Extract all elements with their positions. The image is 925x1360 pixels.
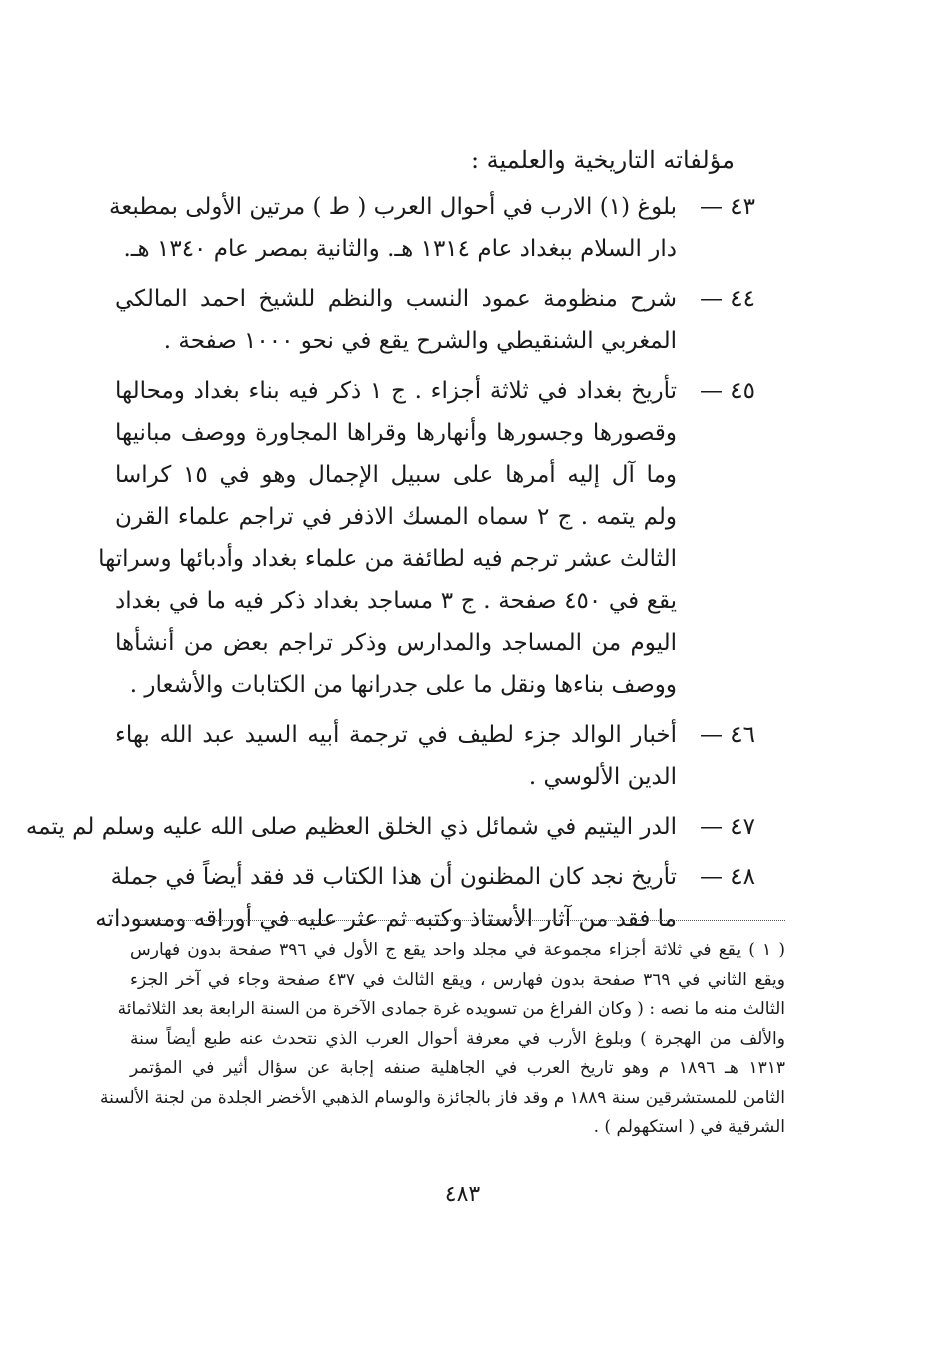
footnote-line: ١٣١٣ هـ ١٨٩٦ م وهو تاريخ العرب في الجاهلية صنفه إجابة عن سؤال أثير في المؤتمر — [130, 1058, 785, 1078]
entry-text-line: وقصورها وجسورها وأنهارها وقراها المجاورة ووصف مبانيها — [115, 420, 677, 446]
entry-text-line: أخبار الوالد جزء لطيف في ترجمة أبيه السيد عبد الله بهاء — [115, 722, 677, 748]
entry-45 — [98, 370, 755, 706]
entry-47 — [25, 806, 755, 848]
entry-text-line: شرح منظومة عمود النسب والنظم للشيخ احمد المالكي — [115, 286, 677, 312]
entry-44 — [115, 278, 755, 362]
entry-48 — [95, 856, 755, 940]
footnote-line: ( ١ ) يقع في ثلاثة أجزاء مجموعة في مجلد واحد يقع ج الأول في ٣٩٦ صفحة بدون فهارس — [130, 940, 785, 960]
footnote-line: الشرقية في ( استكهولم ) . — [593, 1117, 785, 1137]
footnote-line: الثامن للمستشرقين سنة ١٨٨٩ م وقد فاز بالجائزة والوسام الذهبي الأخضر الجلدة من لجنة الألسنة — [100, 1087, 785, 1108]
section-heading: مؤلفاته التاريخية والعلمية : — [470, 146, 735, 174]
entry-text-line: بلوغ (١) الارب في أحوال العرب ( ط ) مرتين الأولى بمطبعة — [108, 194, 677, 220]
footnote-line: ويقع الثاني في ٣٦٩ صفحة بدون فهارس ، ويقع الثالث في ٤٣٧ صفحة وجاء في آخر الجزء — [130, 969, 785, 990]
entry-number: ٤٣ — — [699, 194, 755, 220]
entries-list — [25, 186, 755, 948]
entry-text-line: الثالث عشر ترجم فيه لطائفة من علماء بغداد وأدبائها وسراتها — [98, 546, 677, 572]
entry-number: ٤٤ — — [699, 286, 755, 312]
footnote-block — [100, 936, 785, 1143]
footnote-line: والألف من الهجرة ) وبلوغ الأرب في معرفة أحوال العرب الذي نتحدث عنه طبع أيضاً سنة — [130, 1028, 785, 1049]
entry-text-line: يقع في ٤٥٠ صفحة . ج ٣ مساجد بغداد ذكر فيه ما في بغداد — [115, 588, 678, 614]
entry-text-line: الدر اليتيم في شمائل ذي الخلق العظيم صلى الله عليه وسلم لم يتمه — [25, 814, 677, 840]
footnote-divider — [135, 920, 785, 921]
entry-text-line: اليوم من المساجد والمدارس وذكر تراجم بعض من أنشأها — [115, 630, 677, 656]
page-number: ٤٨٣ — [444, 1182, 481, 1207]
entry-text-line: ووصف بناءها ونقل ما على جدرانها من الكتابات والأشعار . — [129, 672, 677, 698]
entry-number: ٤٧ — — [699, 814, 755, 840]
entry-text-line: دار السلام ببغداد عام ١٣١٤ هـ. والثانية بمصر عام ١٣٤٠ هـ. — [123, 236, 677, 262]
entry-46 — [115, 714, 755, 798]
entry-text-line: تأريخ بغداد في ثلاثة أجزاء . ج ١ ذكر فيه بناء بغداد ومحالها — [115, 378, 678, 404]
entry-43 — [108, 186, 755, 270]
entry-number: ٤٦ — — [699, 722, 755, 748]
entry-text-line: وما آل إليه أمرها على سبيل الإجمال وهو في ١٥ كراسا — [115, 462, 677, 488]
entry-number: ٤٨ — — [699, 864, 755, 890]
entry-text-line: ولم يتمه . ج ٢ سماه المسك الاذفر في تراجم علماء القرن — [115, 504, 678, 530]
entry-text-line: تأريخ نجد كان المظنون أن هذا الكتاب قد فقد أيضاً في جملة — [110, 864, 677, 890]
entry-number: ٤٥ — — [699, 378, 755, 404]
entry-text-line: الدين الألوسي . — [528, 764, 677, 790]
entry-text-line: المغربي الشنقيطي والشرح يقع في نحو ١٠٠٠ صفحة . — [163, 328, 677, 354]
footnote-line: الثالث منه ما نصه : ( وكان الفراغ من تسويده غرة جمادى الآخرة من السنة الرابعة بعد الثلاثمائة — [117, 999, 785, 1019]
entry-text-line: ما فقد من آثار الأستاذ وكتبه ثم عثر عليه في أوراقه ومسوداته — [95, 906, 677, 932]
